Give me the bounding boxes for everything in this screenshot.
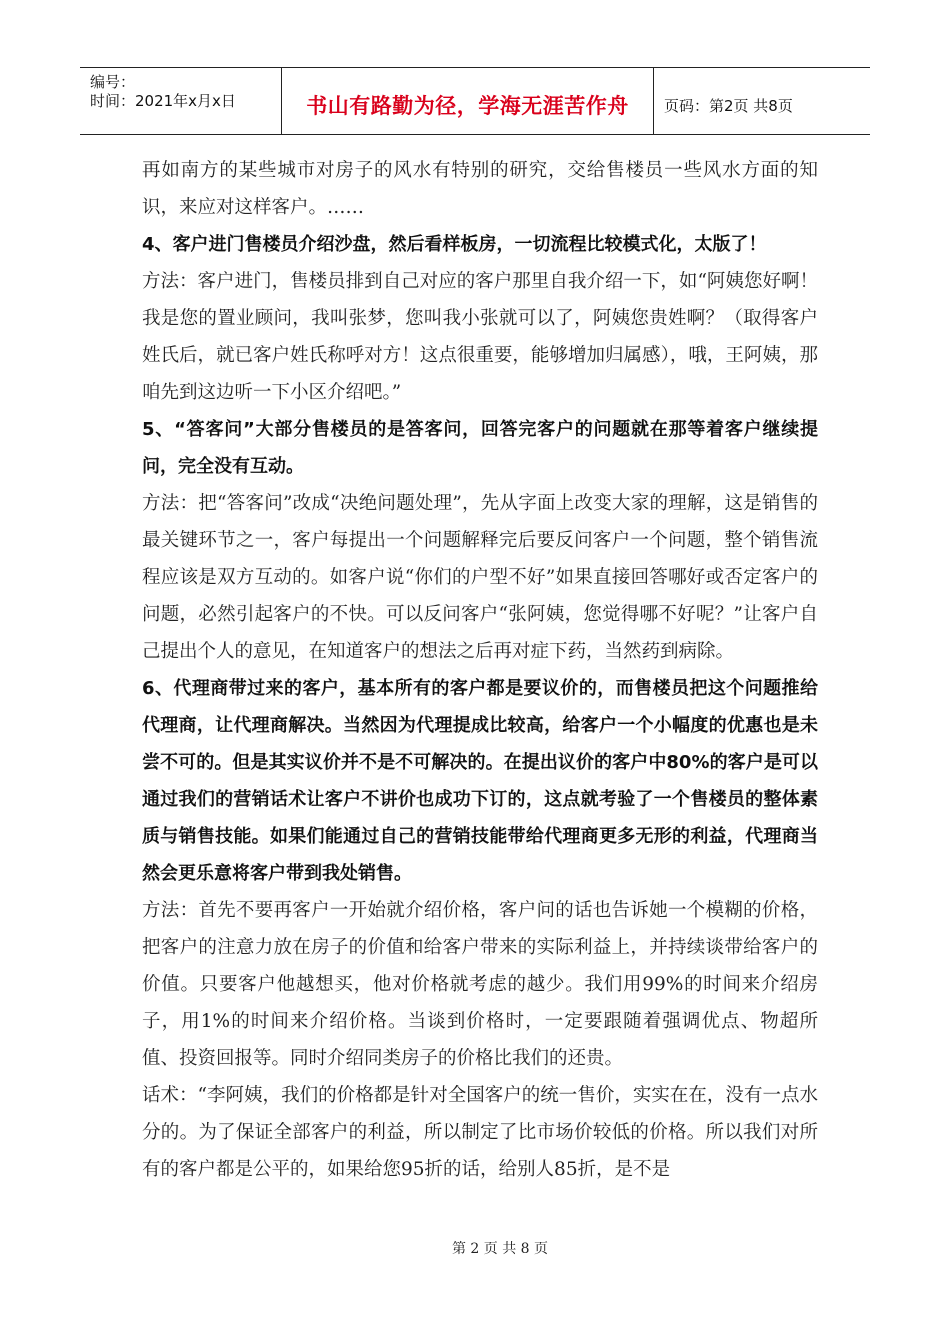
page-header [80, 67, 870, 135]
paragraph: 方法：把“答客问”改成“决绝问题处理”，先从字面上改变大家的理解，这是销售的最关键环节之一，客户每提出一个问题解释完后要反问客户一个问题，整个销售流程应该是双方互动的。如客户说“你们的户型不好”如果直接回答哪好或否定客户的问题，必然引起客户的不快。可以反问客户“张阿姨，您觉得哪不好呢？”让客户自己提出个人的意见，在知道客户的想法之后再对症下药，当然药到病除。 [142, 493, 818, 662]
paragraph: 话术：“李阿姨，我们的价格都是针对全国客户的统一售价，实实在在，没有一点水分的。为了保证全部客户的利益，所以制定了比市场价较低的价格。所以我们对所有的客户都是公平的，如果给您95折的话，给别人85折，是不是 [142, 1085, 818, 1180]
header-motto: 书山有路勤为径，学海无涯苦作舟 [282, 68, 654, 134]
doc-time-label: 时间：2021年x月x日 [90, 92, 236, 110]
section-heading-6: 6、代理商带过来的客户，基本所有的客户都是要议价的，而售楼员把这个问题推给代理商，让代理商解决。当然因为代理提成比较高，给客户一个小幅度的优惠也是未尝不可的。但是其实议价并不是不可解决的。在提出议价的客户中80%的客户是可以通过我们的营销话术让客户不讲价也成功下订的，这点就考验了一个售楼员的整体素质与销售技能。如果们能通过自己的营销技能带给代理商更多无形的利益，代理商当然会更乐意将客户带到我处销售。 [142, 678, 818, 884]
section-heading-4: 4、客户进门售楼员介绍沙盘，然后看样板房，一切流程比较模式化，太版了！ [142, 234, 767, 255]
paragraph: 方法：首先不要再客户一开始就介绍价格，客户问的话也告诉她一个模糊的价格，把客户的注意力放在房子的价值和给客户带来的实际利益上，并持续谈带给客户的价值。只要客户他越想买，他对价格就考虑的越少。我们用99%的时间来介绍房子，用1%的时间来介绍价格。当谈到价格时，一定要跟随着强调优点、物超所值、投资回报等。同时介绍同类房子的价格比我们的还贵。 [142, 900, 818, 1069]
header-page-info: 页码：第2页 共8页 [664, 96, 793, 115]
page-footer: 第 2 页 共 8 页 [451, 1241, 549, 1257]
document-body [142, 152, 818, 1188]
header-meta [80, 68, 282, 134]
paragraph: 再如南方的某些城市对房子的风水有特别的研究，交给售楼员一些风水方面的知识，来应对这样客户。…… [142, 160, 818, 218]
section-heading-5: 5、“答客问”大部分售楼员的是答客问，回答完客户的问题就在那等着客户继续提问，完全没有互动。 [142, 419, 818, 477]
paragraph: 方法：客户进门，售楼员排到自己对应的客户那里自我介绍一下，如“阿姨您好啊！我是您的置业顾问，我叫张梦，您叫我小张就可以了，阿姨您贵姓啊？（取得客户姓氏后，就已客户姓氏称呼对方！这点很重要，能够增加归属感），哦，王阿姨，那咱先到这边听一下小区介绍吧。” [142, 271, 818, 403]
doc-number-label: 编号： [90, 73, 136, 91]
